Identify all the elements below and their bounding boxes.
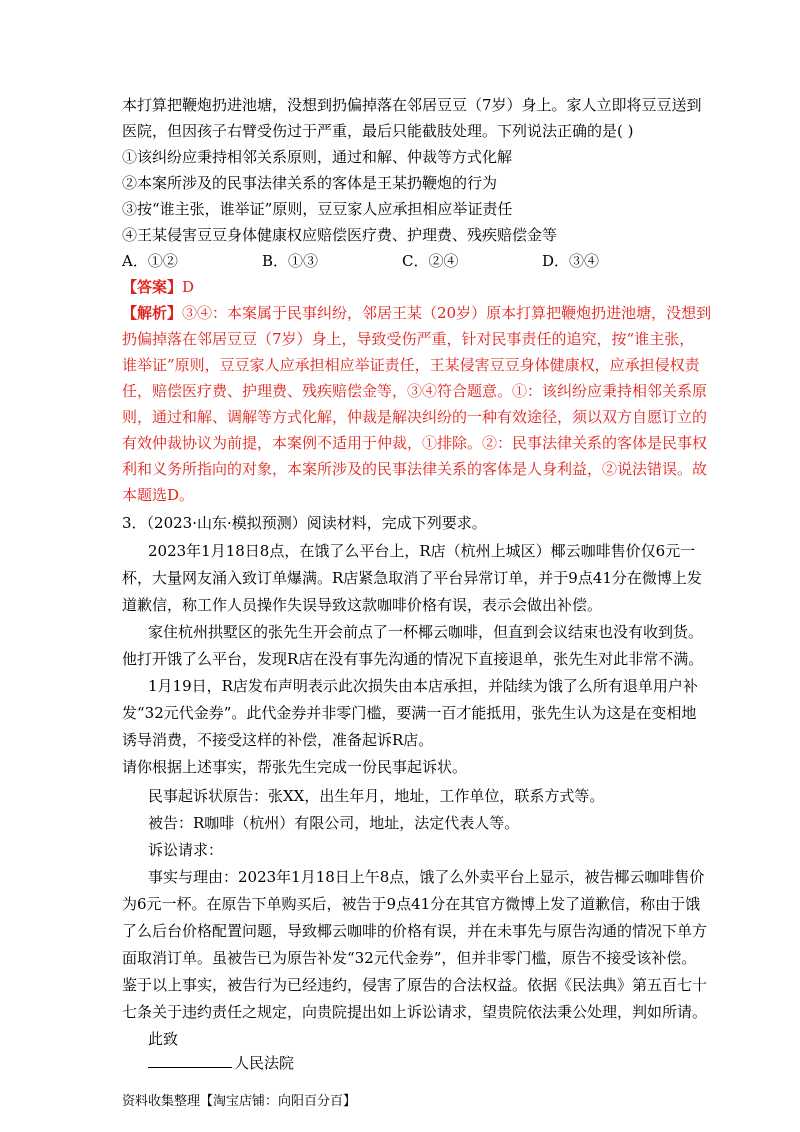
analysis-line-1: [122, 302, 711, 324]
answer-line: [122, 276, 194, 298]
answer-value: D: [182, 278, 195, 296]
page-footer: 资料收集整理【淘宝店铺：向阳百分百】: [122, 1094, 357, 1109]
court-name-blank: [148, 1053, 232, 1068]
complaint-facts-2: 为6元一杯。在原告下单购买后，被告于9点41分在其官方微博上发了道歉信，称由于饿: [122, 895, 701, 913]
court-line: [148, 1052, 294, 1074]
q2-statement-3: ③按“谁主张，谁举证”原则，豆豆家人应承担相应举证责任: [122, 200, 513, 218]
option-a: A．①②: [122, 252, 178, 270]
q3-material-2: 杯，大量网友涌入致订单爆满。R店紧急取消了平台异常订单，并于9点41分在微博上发: [122, 569, 702, 587]
q2-statement-4: ④王某侵害豆豆身体健康权应赔偿医疗费、护理费、残疾赔偿金等: [122, 226, 558, 244]
analysis-label: 【解析】: [122, 304, 183, 322]
complaint-facts-1: 事实与理由：2023年1月18日上午8点，饿了么外卖平台上显示，被告椰云咖啡售价: [148, 868, 705, 886]
complaint-claims: 诉讼请求：: [148, 841, 224, 859]
option-c: C．②④: [402, 252, 459, 270]
q2-stem-line-1: 本打算把鞭炮扔进池塘，没想到扔偏掉落在邻居豆豆（7岁）身上。家人立即将豆豆送到: [122, 96, 702, 114]
complaint-facts-5: 鉴于以上事实，被告行为已经违约，侵害了原告的合法权益。依据《民法典》第五百七十: [122, 976, 708, 994]
q3-material-6: 1月19日，R店发布声明表示此次损失由本店承担，并陆续为饿了么所有退单用户补: [148, 677, 698, 695]
complaint-facts-4: 面取消订单。虽被告已为原告补发“32元代金券”，但并非零门槛，原告不接受该补偿。: [122, 949, 697, 967]
complaint-facts-3: 了么后台价格配置问题，导致椰云咖啡的价格有误，并在未事先与原告沟通的情况下单方: [122, 922, 708, 940]
complaint-facts-6: 七条关于违约责任之规定，向贵院提出如上诉讼请求，望贵院依法秉公处理，判如所请。: [122, 1003, 708, 1021]
option-d: D．③④: [542, 252, 600, 270]
analysis-line-4: 任，赔偿医疗费、护理费、残疾赔偿金等，③④符合题意。①：该纠纷应秉持相邻关系原: [122, 382, 708, 400]
analysis-text: ③④：本案属于民事纠纷，邻居王某（20岁）原本打算把鞭炮扔进池塘，没想到: [182, 304, 712, 322]
q3-material-1: 2023年1月18日8点，在饿了么平台上，R店（杭州上城区）椰云咖啡售价仅6元一: [148, 542, 696, 560]
q3-header: 3．（2023·山东·模拟预测）阅读材料，完成下列要求。: [122, 514, 487, 532]
q3-material-5: 他打开饿了么平台，发现R店在没有事先沟通的情况下直接退单，张先生对此非常不满。: [122, 650, 704, 668]
q2-stem-line-2: 医院，但因孩子右臂受伤过于严重，最后只能截肢处理。下列说法正确的是( ): [122, 122, 634, 140]
analysis-line-5: 则，通过和解、调解等方式化解，仲裁是解决纠纷的一种有效途径，须以双方自愿订立的: [122, 408, 708, 426]
complaint-plaintiff: 民事起诉状原告：张XX，出生年月，地址，工作单位，联系方式等。: [148, 787, 605, 805]
q2-options: [122, 250, 682, 272]
complaint-defendant: 被告：R咖啡（杭州）有限公司，地址，法定代表人等。: [148, 814, 520, 832]
analysis-line-3: 谁举证”原则，豆豆家人应承担相应举证责任，王某侵害豆豆身体健康权，应承担侵权责: [122, 356, 700, 374]
q3-material-4: 家住杭州拱墅区的张先生开会前点了一杯椰云咖啡，但直到会议结束也没有收到货。: [148, 623, 704, 641]
analysis-line-2: 扔偏掉落在邻居豆豆（7岁）身上，导致受伤严重，针对民事责任的追究，按“谁主张，: [122, 330, 695, 348]
analysis-line-7: 利和义务所指向的对象，本案所涉及的民事法律关系的客体是人身利益，②说法错误。故: [122, 460, 708, 478]
q3-material-8: 诱导消费，不接受这样的补偿，准备起诉R店。: [122, 731, 434, 749]
answer-label: 【答案】: [122, 278, 183, 296]
complaint-closing: 此致: [148, 1030, 179, 1048]
analysis-line-8: 本题选D。: [122, 486, 195, 504]
q2-statement-1: ①该纠纷应秉持相邻关系原则，通过和解、仲裁等方式化解: [122, 148, 513, 166]
q2-statement-2: ②本案所涉及的民事法律关系的客体是王某扔鞭炮的行为: [122, 174, 498, 192]
analysis-line-6: 有效仲裁协议为前提，本案例不适用于仲裁，①排除。②：民事法律关系的客体是民事权: [122, 434, 708, 452]
q3-material-3: 道歉信，称工作人员操作失误导致这款咖啡价格有误，表示会做出补偿。: [122, 596, 603, 614]
q3-task: 请你根据上述事实，帮张先生完成一份民事起诉状。: [122, 758, 468, 776]
court-label: 人民法院: [234, 1054, 295, 1072]
option-b: B．①③: [262, 252, 319, 270]
q3-material-7: 发“32元代金券”。此代金券并非零门槛，要满一百才能抵用，张先生认为这是在变相地: [122, 704, 697, 722]
